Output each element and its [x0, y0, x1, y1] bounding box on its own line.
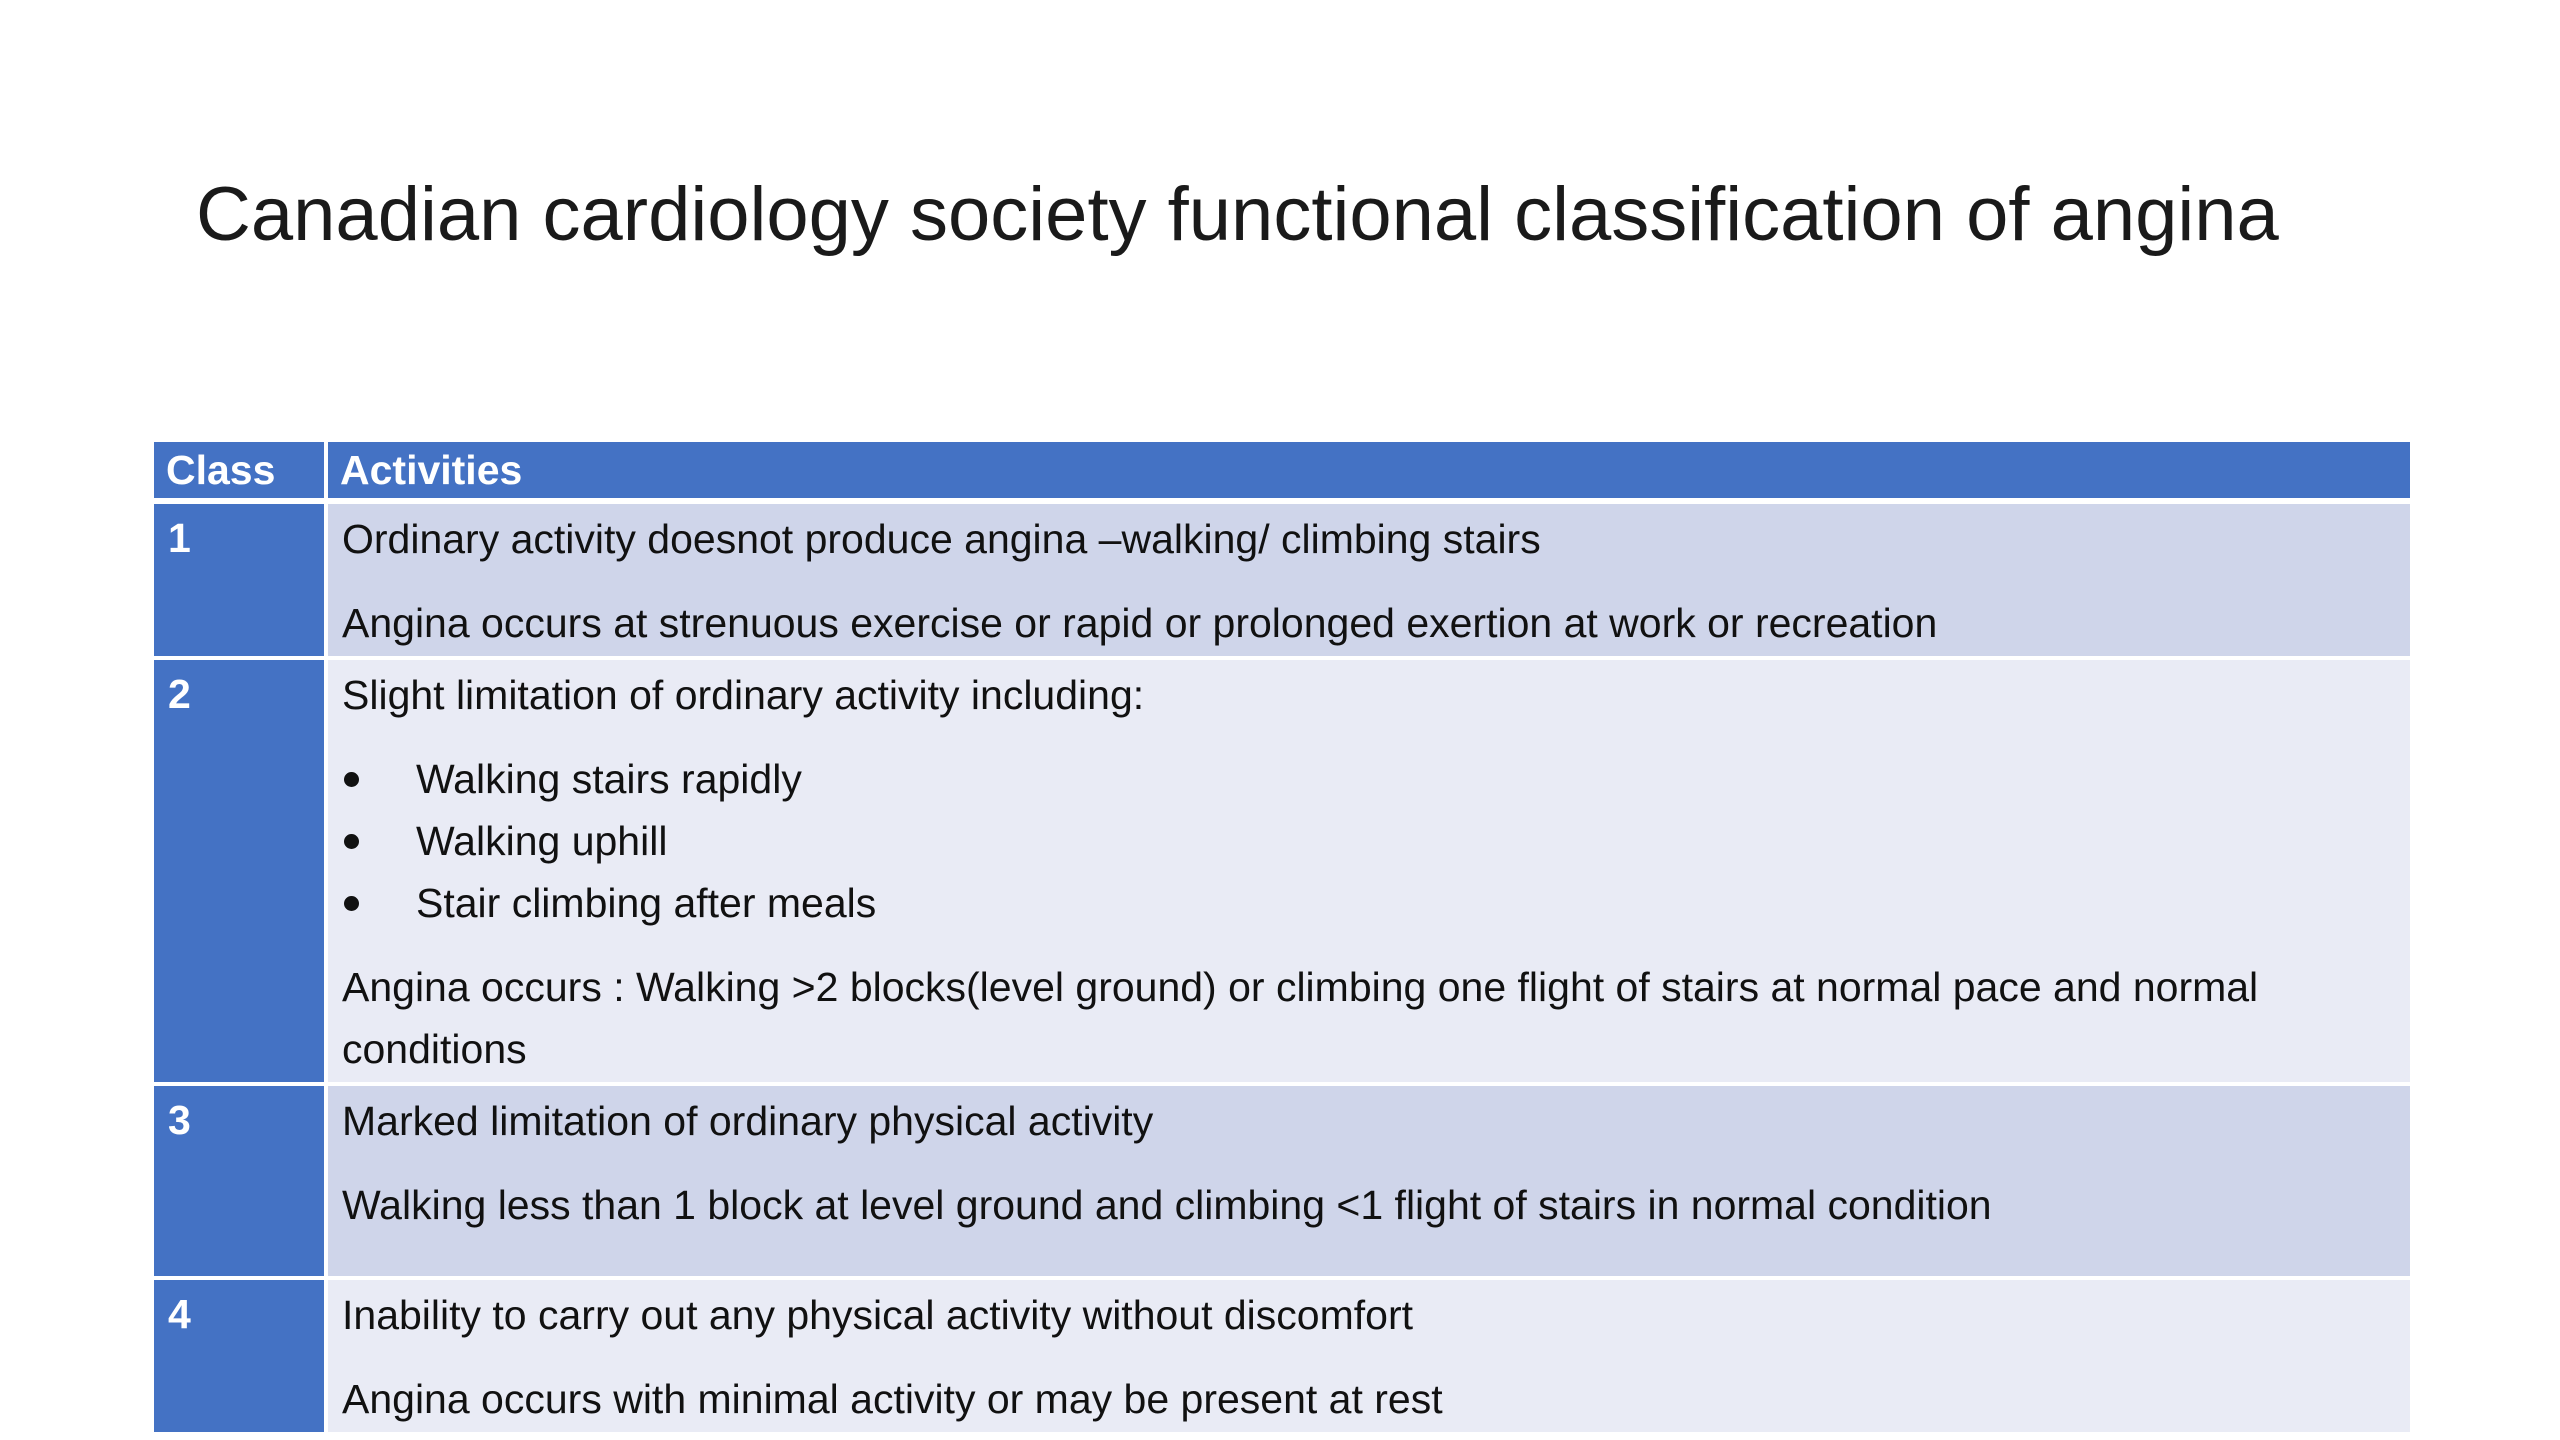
- bullet-icon: [344, 834, 359, 849]
- activities-cell: [326, 1278, 2410, 1432]
- list-item: [342, 872, 2396, 934]
- activity-line: Slight limitation of ordinary activity including:: [342, 672, 1145, 718]
- class-cell: 2: [154, 658, 326, 1084]
- header-class: Class: [154, 442, 326, 501]
- activity-line: Angina occurs at strenuous exercise or rapid or prolonged exertion at work or recreation: [342, 600, 1938, 646]
- activities-cell: [326, 1084, 2410, 1278]
- class-cell: 3: [154, 1084, 326, 1278]
- table-row: [154, 1084, 2410, 1278]
- list-item-text: Stair climbing after meals: [416, 880, 877, 926]
- classification-table: [154, 442, 2410, 1432]
- bullet-icon: [344, 772, 359, 787]
- bullet-list: [342, 748, 2396, 934]
- table-row: [154, 1278, 2410, 1432]
- table-row: [154, 501, 2410, 658]
- list-item: [342, 810, 2396, 872]
- list-item-text: Walking stairs rapidly: [416, 756, 802, 802]
- activity-line: Marked limitation of ordinary physical activity: [342, 1098, 1154, 1144]
- header-activities: Activities: [326, 442, 2410, 501]
- activity-line: Angina occurs : Walking >2 blocks(level ground) or climbing one flight of stairs at normal pace and normal conditions: [342, 964, 2259, 1072]
- table-row: [154, 658, 2410, 1084]
- list-item-text: Walking uphill: [416, 818, 668, 864]
- activity-line: Walking less than 1 block at level ground and climbing <1 flight of stairs in normal condition: [342, 1182, 1992, 1228]
- class-cell: 1: [154, 501, 326, 658]
- activities-cell: [326, 658, 2410, 1084]
- list-item: [342, 748, 2396, 810]
- activity-line: Inability to carry out any physical activity without discomfort: [342, 1292, 1413, 1338]
- table-header-row: [154, 442, 2410, 501]
- bullet-icon: [344, 896, 359, 911]
- activity-line: Ordinary activity doesnot produce angina –walking/ climbing stairs: [342, 516, 1541, 562]
- slide-title: Canadian cardiology society functional classification of angina: [196, 172, 2279, 257]
- activities-cell: [326, 501, 2410, 658]
- class-cell: 4: [154, 1278, 326, 1432]
- activity-line: Angina occurs with minimal activity or may be present at rest: [342, 1376, 1443, 1422]
